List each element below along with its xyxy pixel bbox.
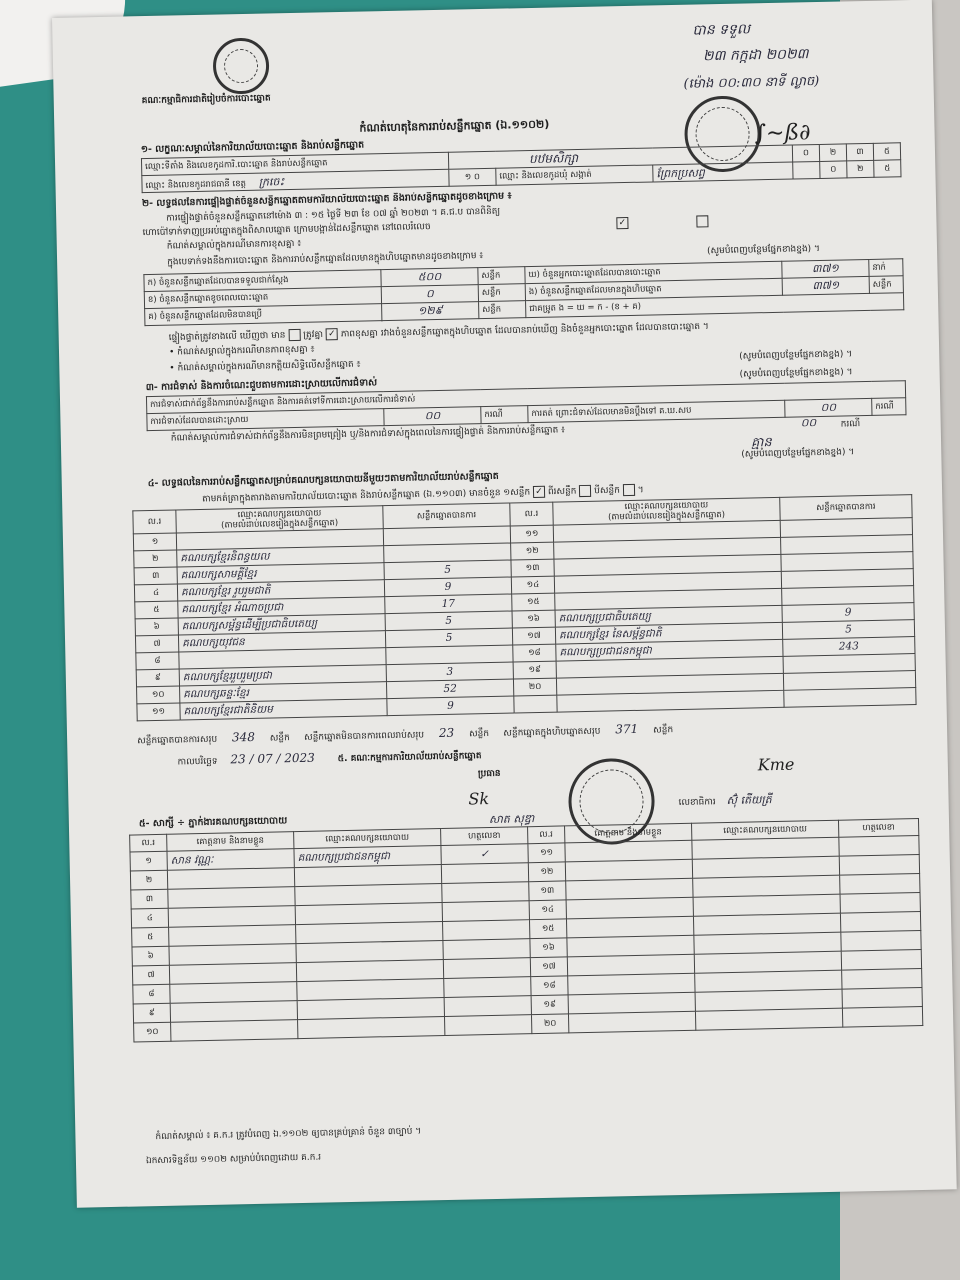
party-votes: 5 [782,620,914,640]
col-no: ល.រ [130,834,167,852]
checkbox-match[interactable]: ✓ [326,328,338,340]
row-no: ២ [130,870,167,890]
col-signature: ហត្ថលេខា [441,827,528,846]
row-label-b: ឃ) ចំនួនអ្នកបោះឆ្នោតដែលបានបោះឆ្នោត [525,261,782,283]
party-name: គណបក្សខ្មែរនិពន្ធយល [177,546,384,567]
witness-signature [840,874,920,895]
section5-title: ៥- សាក្សី ÷ ភ្នាក់ងារគណបក្សនយោបាយ [138,815,288,830]
row-no: ១៥ [529,919,566,939]
row-value-b: ៣៧១ [782,276,869,295]
party-name: គណបក្សខ្មែរ រួបរួមជាតិ [177,580,384,601]
section4-subtitle: តាមកត់ត្រាក្នុងតារាងតាមការិយាល័យបោះឆ្នោត និងរាប់សន្លឹកឆ្នោត (ឯ.១១០៣) មានចំនួន ១សន្លឹក ✓ ពីរសន្លឹក បីសន្លឹក ។ [202,485,644,505]
party-votes: 9 [384,577,511,597]
witness-signature [442,882,529,903]
ballot-count-table [143,258,904,326]
code-cell: ៥ [873,143,900,161]
row-label: គ) ចំនួនសន្លឹកឆ្នោតដែលមិនបានប្រើ [145,304,382,326]
appealed-value: ០០ [785,398,872,417]
checkbox-three-sheets[interactable] [623,484,635,496]
appealed-unit: ករណី [872,398,906,416]
section2-title: ២- លទ្ធផលនៃការផ្ទៀងផ្ទាត់ចំនួនសន្លឹកឆ្នោតតាមការិយាល័យបោះឆ្នោត និងរាប់សន្លឹកឆ្នោតដូចខាងក្រោម ៖ [141,190,512,210]
row-unit-b: នាក់ [869,259,903,277]
col-votes: សន្លឹកឆ្នោតបានការ [780,495,912,521]
committee-name: គណៈកម្មាធិការជាតិរៀបចំការបោះឆ្នោត [141,93,271,107]
checkbox-incorrect[interactable] [696,215,708,228]
receipt-note-line3: (ម៉ោង ០០:៣០ នាទី ល្ងាច) [683,73,820,92]
witness-party [298,1016,445,1038]
witness-signature [442,901,529,922]
row-value: ៥០០ [381,268,478,287]
row-no: ៤ [134,584,177,602]
section4-title: ៤- លទ្ធផលនៃការរាប់សន្លឹកឆ្នោតសម្រាប់គណបក្សនយោបាយនីមួយៗតាមការិយាល័យរាប់សន្លឹកឆ្នោត [147,470,499,490]
fill-back-note-2: (សូមបំពេញបន្ថែមផ្នែកខាងខ្នង) ។ [739,349,853,362]
col-party: ឈ្មោះគណបក្សនយោបាយ [294,829,441,849]
row-no: ២០ [531,1014,568,1034]
party-name: គណបក្សខ្មែរជាតិនិយម [180,699,387,720]
col-party: ឈ្មោះគណបក្សនយោបាយ [692,820,839,840]
total-invalid-value: 23 [438,725,455,741]
row-unit-b: សន្លឹក [869,276,903,294]
col-party: ឈ្មោះគណបក្សនយោបាយ (តាមលំដាប់លេខរៀងក្នុងសន្លឹកឆ្នោត) [176,506,383,534]
col-name: គោត្តនាម និងនាមខ្លួន [167,832,294,852]
form-title: កំណត់ហេតុនៃការរាប់សន្លឹកឆ្នោត (ឯ.១១០២) [359,117,550,135]
commune-label: ឈ្មោះ និងលេខកូដឃុំ សង្កាត់ [496,165,653,185]
party-name [557,691,784,713]
witness-signature [444,996,531,1017]
dispute-handwritten: គ្មាន [750,435,772,451]
row-no: ១៩ [513,661,556,679]
dispute-note-label: កំណត់សម្គាល់ការជំទាស់ជាក់ព័ន្ធនឹងការមិនព្រមព្រៀង ឬ/និងការជំទាស់ក្នុងពេលនៃការផ្ទៀងផ្ទាត់ និងការរាប់សន្លឹកឆ្នោត ៖ [170,425,566,444]
witness-signature [443,939,530,960]
party-votes: 3 [386,662,513,682]
party-name: គណបក្សយុវជន [178,631,385,652]
ballot-info-line: ក្នុងបេទាក់ទងនឹងការបោះឆ្នោត និងការរាប់សន្លឹកឆ្នោតដែលមានក្នុងហិបឆ្នោតមានដូចខាងក្រោម ៖ [167,251,484,268]
witness-party [695,1008,842,1030]
totals-line: សន្លឹកឆ្នោតបានការសរុប 348 សន្លឹក សន្លឹកឆ្នោតមិនបានការពេលរាប់សរុប 23 សន្លឹក សន្លឹកឆ្នោតក្នុងហិបឆ្នោតសរុប 371 សន្លឹក [137,721,674,747]
row-no: ១២ [528,862,565,882]
party-votes: 9 [387,696,514,716]
row-value: ១២៩ [382,302,479,321]
row-no: ១ [133,533,176,551]
section3-title: ៣- ការជំទាស់ និងការចំណេះជួបតាមការដោះស្រាយលើការជំទាស់ [145,377,378,394]
col-signature: ហត្ថលេខា [838,819,918,838]
row-no: ១៣ [511,559,554,577]
verify-line2: ហោប៉ៅទាក់ទាញប្រអប់ឆ្នោតក្នុងពិសាលឆ្នោត ក្រោមបង្កាន់ដៃសន្លឹកឆ្នោត នៅពេលរំលេច [142,222,431,239]
party-votes: 52 [386,679,513,699]
complaint-header: ការជំទាស់ជាក់ព័ន្ធនឹងការរាប់សន្លឹកឆ្នោត និងការគត់ទៅទីការដោះស្រាយលើការជំទាស់ [146,381,905,414]
row-no: ១៤ [529,900,566,920]
row-no: ៣ [131,889,168,909]
checkbox-two-sheets[interactable] [579,485,591,497]
witness-name: សាន វណ្ណៈ [167,849,294,871]
row-no: ៧ [132,965,169,985]
verify-time-line: ការផ្ទៀងផ្ទាត់ចំនួនសន្លឹកឆ្នោតនៅម៉ោង ៣ : ១៥ ថ្ងៃទី ២៣ ខែ ០៧ ឆ្នាំ ២០២៣ ។ គ.ជ.ប បានពិនិត្យ [166,206,501,224]
total-box-value: 371 [615,721,639,737]
resolved-label: ការជំទាស់ដែលបានដោះស្រាយ [147,409,384,431]
col-no: ល.រ [133,510,176,534]
witness-signature [840,912,920,933]
party-name: គណបក្សខ្មែររួបរួមប្រជា [179,665,386,686]
code-cell: ២ [819,144,846,162]
row-no: ១៣ [529,881,566,901]
row-no: ១១ [510,525,553,543]
appealed-label: ការតត់ ព្រោះជំទាស់ដែលមានមិនប្តឹងទៅ គ.ឃ.សប [528,400,785,422]
row-no: ២០ [513,678,556,696]
secretary-name: ស៊ុំ តើយត្រី [726,793,772,808]
witness-signature [443,958,530,979]
footnote: កំណត់សម្គាល់ ៖ គ.ក.រ ត្រូវបំពេញ ឯ.១១០២ ឲ្យបានគ្រប់គ្រាន់ ចំនួន ៣ច្បាប់ ។ [155,1126,422,1143]
row-label: ក) ចំនួនសន្លឹកឆ្នោតដែលបានទទួលជាក់ស្តែង [144,270,381,292]
witness-signature [443,920,530,941]
difference-note: • កំណត់សម្គាល់ក្នុងករណីមានភាពខុសគ្នា ៖ [168,344,315,358]
code-cell: ០ [820,161,847,179]
committee-emblem-icon [212,37,269,94]
row-no: ១៦ [530,938,567,958]
code-cell: ៥ [874,160,901,178]
election-form-paper [52,0,957,1208]
committee-label: ៥. គណៈកម្មការការិយាល័យរាប់សន្លឹកឆ្នោត [337,751,482,765]
receipt-note-line1: បាន ទទួល [692,21,751,39]
party-votes [784,688,916,708]
row-no: ៨ [133,984,170,1004]
checkbox-one-sheet[interactable]: ✓ [533,486,545,498]
col-no: ល.រ [528,826,565,844]
section1-title: ១- លក្ខណៈសម្គាល់នៃការិយាល័យបោះឆ្នោត និងរាប់សន្លឹកឆ្នោត [140,139,365,156]
witness-signature [840,893,920,914]
party-votes: 9 [782,603,914,623]
col-party: ឈ្មោះគណបក្សនយោបាយ (តាមលំដាប់លេខរៀងក្នុងសន្លឹកឆ្នោត) [553,497,780,525]
row-no: ៥ [135,601,178,619]
fill-back-note: (សូមបំពេញបន្ថែមផ្នែកខាងខ្នង) ។ [706,243,821,257]
row-unit: សន្លឹក [478,284,525,302]
party-votes: 5 [385,628,512,648]
witness-signature: ✓ [441,844,528,865]
witness-signature [842,987,922,1008]
chair-name: សាត សុឌ្ធា [488,812,535,827]
date-line: កាលបរិច្ឆេទ 23 / 07 / 2023 ៥. គណៈកម្មការការិយាល័យរាប់សន្លឹកឆ្នោត [177,750,482,768]
row-no: ៧ [135,635,178,653]
row-no: ១០ [137,686,180,704]
witness-signature [841,931,921,952]
witness-signature [842,1006,922,1027]
witness-signature [839,855,919,876]
row-unit: សន្លឹក [479,301,526,319]
checkbox-has[interactable] [288,329,300,341]
col-votes: សន្លឹកឆ្នោតបានការ [383,503,510,529]
party-votes: 5 [384,560,511,580]
province-code: ១ ០ [449,169,496,187]
party-name: គណបក្សប្រជាជនកម្ពុជា [556,640,783,662]
row-no: ១១ [137,703,180,721]
witness-signature [444,1015,531,1036]
witness-table [129,818,923,1042]
party-votes: 17 [385,594,512,614]
party-name: គណបក្សសាមគ្គីខ្មែរ [177,563,384,584]
witness-name [171,1020,298,1042]
row-no: ៦ [132,946,169,966]
row-label: ខ) ចំនួនសន្លឹកឆ្នោតខូចពេលបោះឆ្នោត [144,287,381,309]
date-value: 23 / 07 / 2023 [230,750,315,767]
code-cell: ៣ [846,143,873,161]
formula-label: ជាគម្រូត ង = ឃ = ក - (ខ + គ) [526,293,904,318]
witness-party: គណបក្សប្រជាជនកម្ពុជា [294,846,441,868]
row-no: ១៧ [530,957,567,977]
row-no: ១៤ [511,576,554,594]
row-no: ៤ [131,908,168,928]
chair-signature-icon: Sk [468,789,490,809]
location-label: ឈ្មោះទីតាំង និងលេខកូដការិ.បោះឆ្នោត និងរាប់សន្លឹកឆ្នោត [141,152,448,176]
witness-signature [841,950,921,971]
row-no [514,695,557,713]
row-unit: សន្លឹក [478,267,525,285]
receipt-signature-icon: ∫∼ß∂ [754,120,811,147]
row-no: ៨ [136,652,179,670]
code-cell: ២ [847,161,874,179]
fill-back-note-3: (សូមបំពេញបន្ថែមផ្នែកខាងខ្នង) ។ [739,367,853,380]
row-no: ១០ [134,1022,171,1042]
fill-back-note-4: (សូមបំពេញបន្ថែមផ្នែកខាងខ្នង) ។ [741,447,855,460]
row-no: ១៨ [513,644,556,662]
party-votes: 5 [385,611,512,631]
location-value: បឋមសិក្សា [448,145,792,170]
col-no: ល.រ [510,502,553,526]
difference-note-line: កំណត់សម្គាល់ក្នុងករណីមានការខុសគ្នា ៖ [166,238,302,252]
row-no: ១៨ [531,976,568,996]
col-name: គោត្តនាម និងនាមខ្លួន [565,823,692,843]
row-no: ១ [130,851,167,871]
code-cell: ០ [792,144,819,162]
party-name: គណបក្សឆន្ទៈខ្មែរ [180,682,387,703]
row-no: ២ [134,550,177,568]
row-no: ១៥ [512,593,555,611]
party-name: គណបក្សសម្ព័ន្ធដើម្បីប្រជាធិបតេយ្យ [178,614,385,635]
party-name: គណបក្សខ្មែរ អំណាចប្រជា [178,597,385,618]
party-results-table [132,494,916,722]
party-name: គណបក្សប្រជាធិបតេយ្យ [555,606,782,628]
province-label: ឈ្មោះ និងលេខកូដរាជធានី ខេត្ត ក្រចេះ [142,170,449,193]
check-option-difference: ភាពខុសគ្នា រវាងចំនួនសន្លឹកឆ្នោតក្នុងហិបឆ្នោត ដែលបានរាប់ឃើញ និងចំនួនអ្នកបោះឆ្នោត ដែលបានបោះឆ្នោត ។ [340,321,709,340]
witness-name [568,1011,695,1033]
resolved-unit: ករណី [481,406,528,424]
witness-signature [842,968,922,989]
row-no: ៩ [136,669,179,687]
witness-signature [441,863,528,884]
check-result-line: ផ្ទៀងផ្ទាត់ត្រូវខាងលើ ឃើញថា មាន ត្រូវគ្នា ✓ ភាពខុសគ្នា រវាងចំនួនសន្លឹកឆ្នោតក្នុងហិបឆ្នោត ដែលបានរាប់ឃើញ និងចំនួនអ្នកបោះឆ្នោត ដែលបានបោះឆ្នោត ។ [168,321,709,344]
row-no: ៩ [133,1003,170,1023]
row-no: ១៦ [512,610,555,628]
row-label-b: ង) ចំនួនសន្លឹកឆ្នោតដែលមានក្នុងហិបឆ្នោត [525,278,782,300]
province-value: ក្រចេះ [258,174,285,189]
resolved-value: ០០ [384,407,481,426]
total-valid-value: 348 [231,729,256,745]
row-no: ១២ [511,542,554,560]
row-no: ៣ [134,567,177,585]
row-value-b: ៣៧១ [782,259,869,278]
row-value: ០ [381,285,478,304]
check-option-match: ត្រូវគ្នា [303,329,324,341]
bottom-note: ឯកសារទិន្នន័យ ១១០២ សម្រាប់បំពេញដោយ គ.ក.រ [145,1152,322,1167]
party-votes: 243 [783,637,915,657]
row-no: ៦ [135,618,178,636]
party-name: គណបក្សខ្មែរ នៃសម្ព័ន្ធជាតិ [555,623,782,645]
row-no: ៥ [132,927,169,947]
damage-note: • កំណត់សម្គាល់ក្នុងករណីមានកត្តិយសិទ្ធិលើសន្លឹកឆ្នោត ៖ [169,359,361,374]
row-no: ១៩ [531,995,568,1015]
row-no: ១៧ [512,627,555,645]
row-no: ១១ [528,843,565,863]
dispute-value: ០០ [800,416,817,430]
witness-signature [444,977,531,998]
secretary-line: លេខាធិការ ស៊ុំ តើយត្រី [678,793,772,809]
witness-signature [839,836,919,857]
checkbox-correct[interactable]: ✓ [616,217,628,230]
chair-title: ប្រធាន [477,768,501,780]
secretary-signature-icon: Kme [757,754,795,775]
dispute-unit: ករណី [840,419,861,430]
receipt-note-line2: ២៣ កក្កដា ២០២៣ [702,46,809,65]
commune-value: ព្រែកប្រសព្វ [653,162,793,182]
